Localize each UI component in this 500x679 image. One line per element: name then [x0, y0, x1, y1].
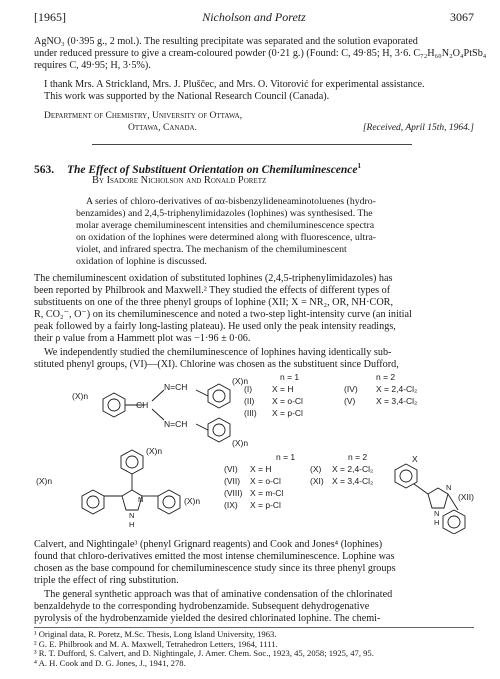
paragraph-line: R, CO₂⁻, O⁻) on its chemiluminescence and noted a two-step light-intensity curve (an initial [34, 309, 412, 320]
received-date: [Received, April 15th, 1964.] [362, 123, 474, 133]
abstract-line: molar average chemiluminescent intensities and chemiluminescence spectra [76, 220, 375, 231]
article-title: The Effect of Substituent Orientation on Chemiluminescence [67, 163, 358, 176]
hydro-ch: CH [136, 400, 149, 410]
abstract-line: oxidation of lophine is discussed. [76, 256, 207, 267]
imidazole-ring [428, 488, 448, 508]
substituent-row [244, 408, 444, 420]
footnote: ⁴ A. H. Cook and D. G. Jones, J., 1941, 278. [34, 657, 186, 668]
substituent-num: (III) [244, 408, 257, 418]
substituent-num: (VII) [224, 476, 241, 486]
prev-article-line-3: requires C, 49·95; H, 3·5%). [34, 60, 151, 71]
paragraph-line: their ρ value from a Hammett plot was −1·96 ± 0·06. [34, 333, 251, 344]
substituent-num2: (X) [310, 464, 322, 474]
hydro-xn-top: (X)n [232, 376, 249, 386]
abstract-line: A series of chloro-derivatives of αα-bisbenzylideneaminotoluenes (hydro- [86, 196, 376, 207]
substituent-sub: X = H [272, 384, 294, 394]
article-title-line [34, 160, 474, 176]
hydro-head-n1: n = 1 [280, 372, 300, 382]
lophine-h: H [129, 520, 135, 529]
affiliation-line-2: Ottawa, Canada. [128, 123, 197, 133]
lophine-xn-right: (X)n [184, 496, 201, 506]
lophine-nh: N [129, 511, 135, 520]
benzene-ring [103, 393, 125, 417]
footnote: ² G. E. Philbrook and M. A. Maxwell, Tetrahedron Letters, 1964, 1111. [34, 638, 278, 649]
substituent-num: (I) [244, 384, 253, 394]
footnote-divider [34, 627, 474, 628]
substituent-row [224, 500, 404, 512]
xii-nh: N [434, 509, 440, 518]
benzene-ring [121, 450, 143, 474]
substituent-sub2: X = 3,4-Cl₂ [332, 476, 374, 486]
paragraph-line: stituted phenyl groups, (VI)—(XI). Chlorine was chosen as the substituent since Dufford, [34, 359, 399, 370]
hydro-n-eq-ch-bottom: N=CH [164, 419, 188, 429]
substituent-sub: X = o-Cl [272, 396, 303, 406]
substituent-row [224, 464, 404, 476]
paragraph-2 [34, 347, 474, 371]
substituent-sub: X = H [250, 464, 272, 474]
xii-h: H [434, 518, 440, 527]
paragraph-line: Calvert, and Nightingale³ (phenyl Grignard reagents) and Cook and Jones⁴ (lophines) [34, 539, 383, 550]
lophine-substituent-table [224, 452, 404, 512]
paragraph-line: peak followed by a fairly long-lasting plateau). He used only the peak intensity readings, [34, 321, 396, 332]
substituent-num: (II) [244, 396, 255, 406]
substituent-sub2: X = 2,4-Cl₂ [332, 464, 374, 474]
benzene-ring [443, 510, 465, 534]
abstract-line: benzamides) and 2,4,5-triphenylimidazoles (lophines) was synthesised. The [76, 208, 373, 219]
running-header [34, 10, 474, 26]
article-divider [92, 144, 412, 145]
lophine-structure [82, 450, 180, 514]
hydro-rows [244, 384, 444, 420]
footnote: ³ R. T. Dufford, S. Calvert, and D. Nightingale, J. Amer. Chem. Soc., 1923, 45, 2058; 1925, 47, 95. [34, 648, 374, 659]
lophine-xii-structure [395, 464, 465, 534]
paragraph-line: been reported by Philbrook and Maxwell.² They studied the effects of different types of [34, 285, 391, 296]
hydrobenzamide-structure [103, 384, 230, 442]
substituent-num2: (V) [344, 396, 356, 406]
hydro-xn-left: (X)n [72, 391, 89, 401]
substituent-sub2: X = 3,4-Cl₂ [376, 396, 418, 406]
xii-n: N [446, 483, 452, 492]
byline: By Isadore Nicholson and Ronald Poretz [92, 175, 267, 186]
abstract-line: on oxidation of the lophines were determined along with fluorescence, ultra- [76, 232, 377, 243]
substituent-num2: (IV) [344, 384, 358, 394]
article-number: 563. [34, 163, 55, 176]
footnotes [34, 630, 474, 668]
lophine-rows [224, 464, 404, 512]
paragraph-line: pyrolysis of the hydrobenzamide yielded the desired chlorinated lophine. The chemi- [34, 613, 381, 624]
lophine-xn-top: (X)n [146, 446, 163, 456]
paragraph-line: found that chloro-derivatives emitted the most intense chemiluminescence. Lophine was [34, 551, 395, 562]
substituent-row [244, 384, 444, 396]
header-page-number: 3067 [450, 10, 474, 24]
substituent-sub: X = p-Cl [272, 408, 303, 418]
substituent-row [224, 488, 404, 500]
benzene-ring [208, 418, 230, 442]
lophine-head-n1: n = 1 [276, 452, 296, 462]
paragraph-line: chosen as the base compound for chemiluminescence study since its three phenyl groups [34, 563, 396, 574]
benzene-ring [208, 384, 230, 408]
paragraph-line: substituents on one of the three phenyl groups of lophine (XII; X = NR₂, OR, NH·COR, [34, 297, 394, 308]
acknowledgement-2: This work was supported by the National Research Council (Canada). [44, 91, 330, 102]
substituent-sub: X = p-Cl [250, 500, 281, 510]
header-authors: Nicholson and Poretz [202, 10, 306, 24]
acknowledgement: I thank Mrs. A Strickland, Mrs. J. Pluščec, and Mrs. O. Vitorović for experimental assistance. [44, 79, 425, 90]
hydro-head-n2: n = 2 [376, 372, 396, 382]
benzene-ring [158, 490, 180, 514]
prev-article-line-1: AgNO₃ (0·395 g., 2 mol.). The resulting precipitate was separated and the solution evaporated [34, 36, 418, 47]
xii-x: X [412, 454, 418, 464]
hydro-substituent-table [244, 372, 444, 420]
header-year: [1965] [34, 10, 66, 24]
xii-compound-number: (XII) [457, 492, 474, 502]
paragraph-line: triple the effect of ring substitution. [34, 575, 179, 586]
substituent-row [224, 476, 404, 488]
paragraph-line: The chemiluminescent oxidation of substituted lophines (2,4,5-triphenylimidazoles) has [34, 273, 393, 284]
substituent-row [244, 396, 444, 408]
substituent-num: (VI) [224, 464, 238, 474]
paragraph-line: benzaldehyde to the corresponding hydrobenzamide. Subsequent dehydrogenative [34, 601, 370, 612]
substituent-sub: X = o-Cl [250, 476, 281, 486]
paragraph-4 [34, 589, 474, 625]
hydro-n-eq-ch-top: N=CH [164, 382, 188, 392]
lophine-xn-left: (X)n [36, 476, 53, 486]
benzene-ring [82, 490, 104, 514]
abstract [76, 196, 438, 268]
substituent-sub: X = m-Cl [250, 488, 284, 498]
lophine-n: N [138, 495, 144, 504]
substituent-num: (IX) [224, 500, 238, 510]
substituent-num2: (XI) [310, 476, 324, 486]
affiliation-line-1: Department of Chemistry, University of Ottawa, [44, 111, 243, 121]
paragraph-1 [34, 273, 474, 345]
paragraph-line: We independently studied the chemiluminescence of lophines having identically sub- [44, 347, 392, 358]
substituent-num: (VIII) [224, 488, 243, 498]
prev-article-line-2: under reduced pressure to give a cream-coloured powder (0·21 g.) (Found: C, 49·85; H, 3·6. C₇₂H₆₀N₂O₄PtSb₄ [34, 48, 487, 59]
footnote: ¹ Original data, R. Poretz, M.Sc. Thesis, Long Island University, 1963. [34, 629, 277, 639]
lophine-head-n2: n = 2 [348, 452, 368, 462]
title-footnote-ref: 1 [357, 162, 362, 170]
benzene-aromatic-circle [108, 399, 120, 411]
abstract-line: violet, and infrared spectra. The mechanism of the chemiluminescent [76, 244, 347, 255]
hydro-xn-bottom: (X)n [232, 438, 249, 448]
paragraph-line: The general synthetic approach was that of aminative condensation of the chlorinated [44, 589, 393, 600]
paragraph-3 [34, 539, 474, 587]
substituent-sub2: X = 2,4-Cl₂ [376, 384, 418, 394]
